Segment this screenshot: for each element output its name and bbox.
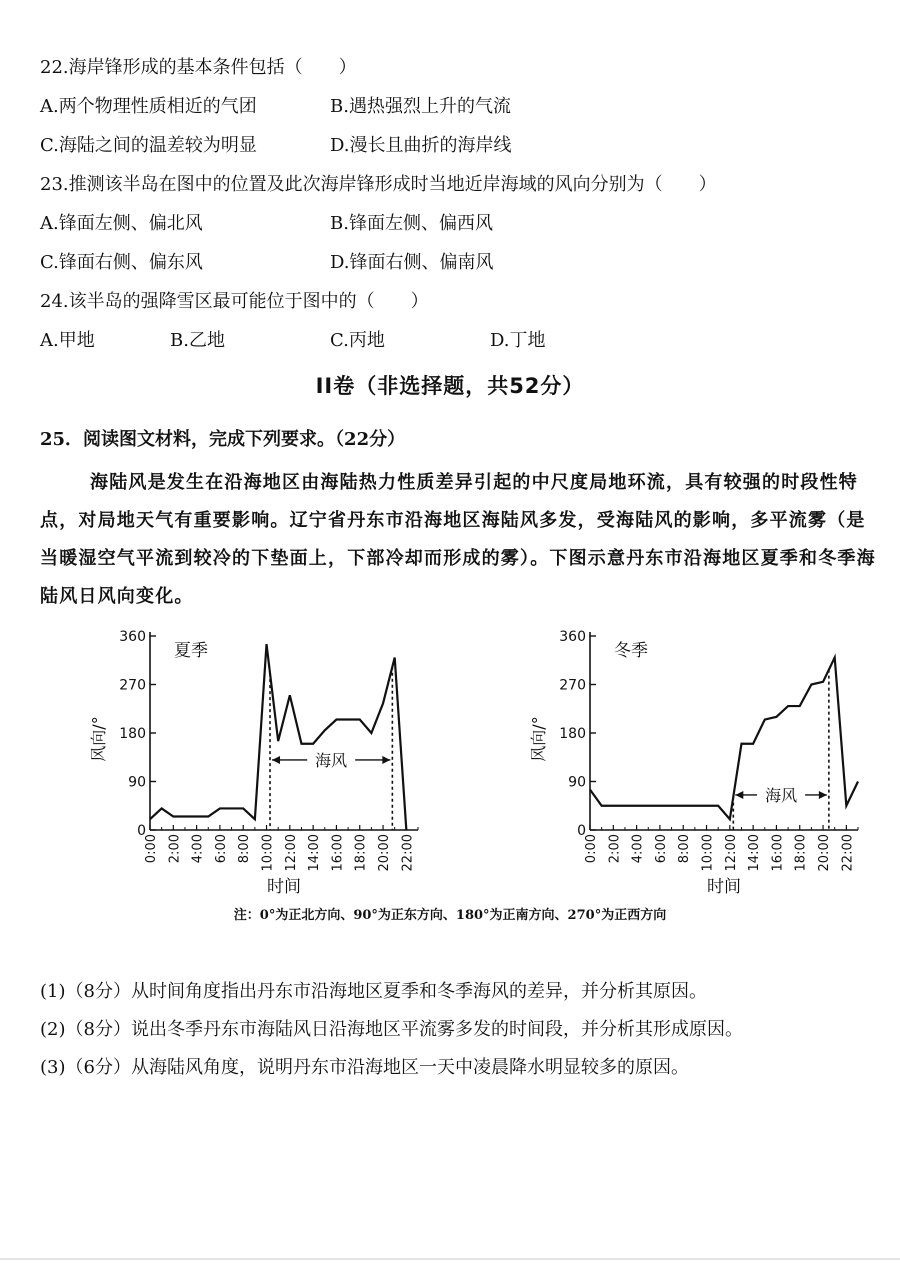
chart-winter-arrow-right-head (819, 791, 827, 799)
chart-winter-x-tick-label-9: 18:00 (793, 834, 809, 872)
question-22-option-d: D.漫长且曲折的海岸线 (330, 135, 512, 156)
subquestion-2: (2)（8分）说出冬季丹东市海陆风日沿海地区平流雾多发的时间段，并分析其形成原因。 (40, 1019, 743, 1040)
chart-winter-title: 冬季 (614, 641, 648, 661)
chart-winter-x-tick-label-3: 6:00 (653, 834, 669, 864)
question-22-option-c: C.海陆之间的温差较为明显 (40, 135, 257, 156)
chart-summer-arrow-left-head (272, 756, 280, 764)
chart-winter-x-tick-label-1: 2:00 (607, 834, 623, 864)
chart-summer-y-tick-label-1: 90 (128, 774, 146, 791)
section-title: II卷（非选择题，共52分） (315, 374, 585, 398)
question-24-option-a: A.甲地 (40, 330, 95, 351)
chart-winter-y-tick-label-1: 90 (568, 774, 586, 791)
question-23-option-d: D.锋面右侧、偏南风 (330, 252, 494, 273)
chart-winter-x-tick-label-7: 14:00 (747, 834, 763, 872)
bottom-rule (0, 1258, 900, 1260)
chart-winter-x-axis-label: 时间 (707, 877, 741, 897)
chart-winter-x-tick-label-2: 4:00 (630, 834, 646, 864)
question-25-paragraph (40, 464, 880, 616)
chart-summer-y-tick-label-3: 270 (119, 677, 146, 694)
chart-winter-y-axis-label: 风向/° (529, 716, 548, 762)
chart-note: 注：0°为正北方向、90°为正东方向、180°为正南方向、270°为正西方向 (233, 908, 667, 923)
question-24-option-d: D.丁地 (490, 330, 546, 351)
question-22-option-b: B.遇热强烈上升的气流 (330, 96, 511, 117)
chart-summer-x-tick-label-7: 14:00 (307, 834, 323, 872)
winter-wind-direction-chart (440, 620, 870, 900)
chart-summer-x-tick-label-4: 8:00 (237, 834, 253, 864)
chart-summer-series-line (150, 644, 406, 830)
chart-winter-arrow-left-head (735, 791, 743, 799)
chart-summer-title: 夏季 (174, 641, 208, 661)
chart-winter-y-tick-label-0: 0 (577, 823, 586, 839)
question-23-stem: 23.推测该半岛在图中的位置及此次海岸锋形成时当地近岸海域的风向分别为（ ） (40, 174, 717, 195)
question-22-stem: 22.海岸锋形成的基本条件包括（ ） (40, 57, 357, 78)
chart-summer-x-tick-label-10: 20:00 (377, 834, 393, 872)
question-24-option-c: C.丙地 (330, 330, 385, 351)
chart-winter-sea-breeze-label: 海风 (765, 785, 798, 805)
chart-summer-x-tick-label-6: 12:00 (283, 834, 299, 872)
chart-winter-y-tick-label-3: 270 (559, 677, 586, 694)
question-23-option-c: C.锋面右侧、偏东风 (40, 252, 203, 273)
chart-winter-y-tick-label-2: 180 (559, 726, 586, 742)
chart-summer-y-axis-label: 风向/° (89, 716, 108, 762)
question-23-option-a: A.锋面左侧、偏北风 (40, 213, 203, 234)
question-25-heading: 25．阅读图文材料，完成下列要求。（22分） (40, 429, 406, 450)
chart-winter-x-tick-label-5: 10:00 (700, 834, 716, 872)
chart-winter-y-tick-label-4: 360 (559, 629, 586, 645)
chart-summer-sea-breeze-label: 海风 (315, 750, 348, 770)
question-24-stem: 24.该半岛的强降雪区最可能位于图中的（ ） (40, 291, 429, 312)
chart-summer-arrow-right-head (382, 756, 390, 764)
chart-winter-x-tick-label-8: 16:00 (770, 834, 786, 872)
chart-summer-x-tick-label-8: 16:00 (330, 834, 346, 872)
question-22-option-a: A.两个物理性质相近的气团 (40, 96, 257, 117)
summer-wind-direction-chart (0, 620, 430, 900)
chart-summer-x-tick-label-9: 18:00 (353, 834, 369, 872)
chart-summer-x-tick-label-2: 4:00 (190, 834, 206, 864)
question-25-paragraph-text: 海陆风是发生在沿海地区由海陆热力性质差异引起的中尺度局地环流，具有较强的时段性特点，对局地天气有重要影响。辽宁省丹东市沿海地区海陆风多发，受海陆风的影响，多平流雾（是当暖湿空气平流到较冷的下垫面上，下部冷却而形成的雾）。下图示意丹东市沿海地区夏季和冬季海陆风日风向变化。 (40, 472, 876, 607)
subquestion-1: (1)（8分）从时间角度指出丹东市沿海地区夏季和冬季海风的差异，并分析其原因。 (40, 981, 707, 1002)
chart-summer-x-tick-label-1: 2:00 (167, 834, 183, 864)
question-23-option-b: B.锋面左侧、偏西风 (330, 213, 493, 234)
chart-summer-x-tick-label-0: 0:00 (144, 834, 159, 864)
chart-winter-x-tick-label-11: 22:00 (840, 834, 856, 872)
chart-summer-x-tick-label-11: 22:00 (400, 834, 416, 872)
chart-winter-x-tick-label-10: 20:00 (817, 834, 833, 872)
chart-summer-x-tick-label-3: 6:00 (213, 834, 229, 864)
chart-winter-x-tick-label-4: 8:00 (677, 834, 693, 864)
question-24-option-b: B.乙地 (170, 330, 225, 351)
chart-summer-y-tick-label-2: 180 (119, 726, 146, 742)
chart-summer-x-axis-label: 时间 (267, 877, 301, 897)
chart-summer-x-tick-label-5: 10:00 (260, 834, 276, 872)
subquestion-3: (3)（6分）从海陆风角度，说明丹东市沿海地区一天中凌晨降水明显较多的原因。 (40, 1057, 689, 1078)
chart-summer-y-tick-label-4: 360 (119, 629, 146, 645)
chart-summer-y-tick-label-0: 0 (137, 823, 146, 839)
chart-winter-x-tick-label-0: 0:00 (584, 834, 599, 864)
chart-winter-x-tick-label-6: 12:00 (723, 834, 739, 872)
